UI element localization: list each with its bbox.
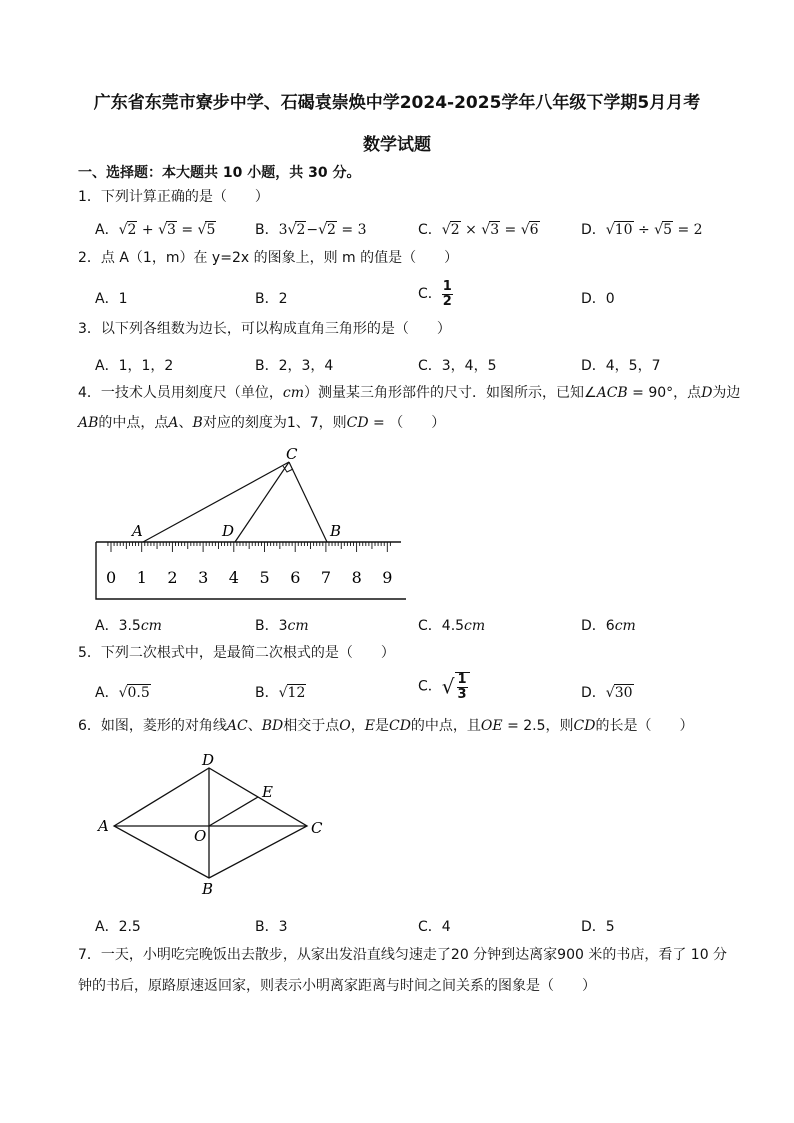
segment-bc	[289, 462, 327, 542]
segment-ac	[143, 462, 289, 542]
ruler-number: 0	[106, 568, 117, 587]
ruler-number: 1	[136, 568, 147, 587]
q6-option-d: D．5	[581, 919, 615, 935]
q6-option-c: C．4	[418, 919, 451, 935]
question-4-stem-line1: 4．一技术人员用刻度尺（单位，cm）测量某三角形部件的尺寸．如图所示，已知∠ACB = 90°，点D为边	[78, 385, 741, 401]
question-5-stem: 5．下列二次根式中，是最简二次根式的是（ ）	[78, 645, 395, 661]
label-d: D	[222, 522, 235, 540]
label-b: B	[330, 522, 342, 540]
label-e: E	[262, 783, 273, 801]
ruler-number: 7	[320, 568, 332, 587]
q5-option-d: D．√30	[581, 685, 633, 701]
question-1-stem: 1．下列计算正确的是（ ）	[78, 189, 269, 205]
question-7-stem-line1: 7．一天，小明吃完晚饭出去散步，从家出发沿直线匀速走了20 分钟到达离家900 米的书店，看了 10 分	[78, 947, 728, 963]
q2-option-a: A．1	[95, 291, 128, 307]
q2-option-b: B．2	[255, 291, 288, 307]
question-3-stem: 3．以下列各组数为边长，可以构成直角三角形的是（ ）	[78, 321, 451, 337]
paper-title: 广东省东莞市寮步中学、石碣袁崇焕中学2024-2025学年八年级下学期5月月考	[93, 93, 701, 113]
ruler-number: 8	[351, 568, 362, 587]
ruler-number: 3	[198, 568, 209, 587]
label-a: A	[132, 522, 143, 540]
q3-option-c: C．3，4，5	[418, 358, 497, 374]
label-o: O	[194, 827, 207, 845]
ruler-number: 4	[228, 568, 239, 587]
ruler-numbers	[106, 568, 392, 587]
q2-option-c: C． $\frac{1}{2}$	[418, 279, 452, 309]
section-heading: 一、选择题：本大题共 10 小题，共 30 分。	[78, 165, 361, 181]
rhombus-outline	[114, 768, 307, 878]
label-a: A	[98, 817, 109, 835]
q5-option-a: A．√0.5	[95, 685, 150, 701]
q1-option-c: C．√2 × √3 = √6	[418, 222, 539, 238]
rhombus-figure	[92, 750, 342, 900]
q3-option-a: A．1，1，2	[95, 358, 174, 374]
question-6-stem: 6．如图，菱形的对角线AC、BD相交于点O，E是CD的中点，且OE = 2.5，则CD的长是（ ）	[78, 718, 694, 734]
q1-option-b: B．3√2−√2 = 3	[255, 222, 367, 238]
ruler-triangle-figure	[88, 442, 418, 604]
q4-option-b: B．3cm	[255, 618, 309, 634]
q5-option-c: C．√ $\frac{1}{3}$	[418, 672, 470, 701]
q1-option-d: D．√10 ÷ √5 = 2	[581, 222, 703, 238]
ruler-number: 5	[259, 568, 270, 587]
ruler-number: 9	[382, 568, 393, 587]
q6-option-b: B．3	[255, 919, 288, 935]
q4-option-a: A．3.5cm	[95, 618, 162, 634]
q4-option-c: C．4.5cm	[418, 618, 486, 634]
label-d: D	[202, 751, 215, 769]
question-2-stem: 2．点 A（1，m）在 y=2x 的图象上，则 m 的值是（ ）	[78, 250, 459, 266]
q4-option-d: D．6cm	[581, 618, 636, 634]
question-7-stem-line2: 钟的书后，原路原速返回家，则表示小明离家距离与时间之间关系的图象是（ ）	[78, 978, 596, 994]
segment-oe	[209, 797, 258, 826]
label-b: B	[202, 880, 214, 898]
paper-subtitle: 数学试题	[363, 135, 431, 155]
label-c: C	[286, 445, 298, 463]
ruler-ticks	[108, 542, 390, 552]
q5-option-b: B．√12	[255, 685, 306, 701]
ruler-number: 6	[290, 568, 301, 587]
question-4-stem-line2: AB的中点，点A、B对应的刻度为1、7，则CD = （ ）	[78, 415, 446, 431]
q2-option-d: D．0	[581, 291, 615, 307]
ruler-number: 2	[167, 568, 178, 587]
q3-option-d: D．4，5，7	[581, 358, 661, 374]
segment-dc	[235, 462, 289, 542]
q6-option-a: A．2.5	[95, 919, 141, 935]
q1-option-a: A．√2 + √3 = √5	[95, 222, 216, 238]
q3-option-b: B．2，3，4	[255, 358, 334, 374]
label-c: C	[311, 819, 323, 837]
